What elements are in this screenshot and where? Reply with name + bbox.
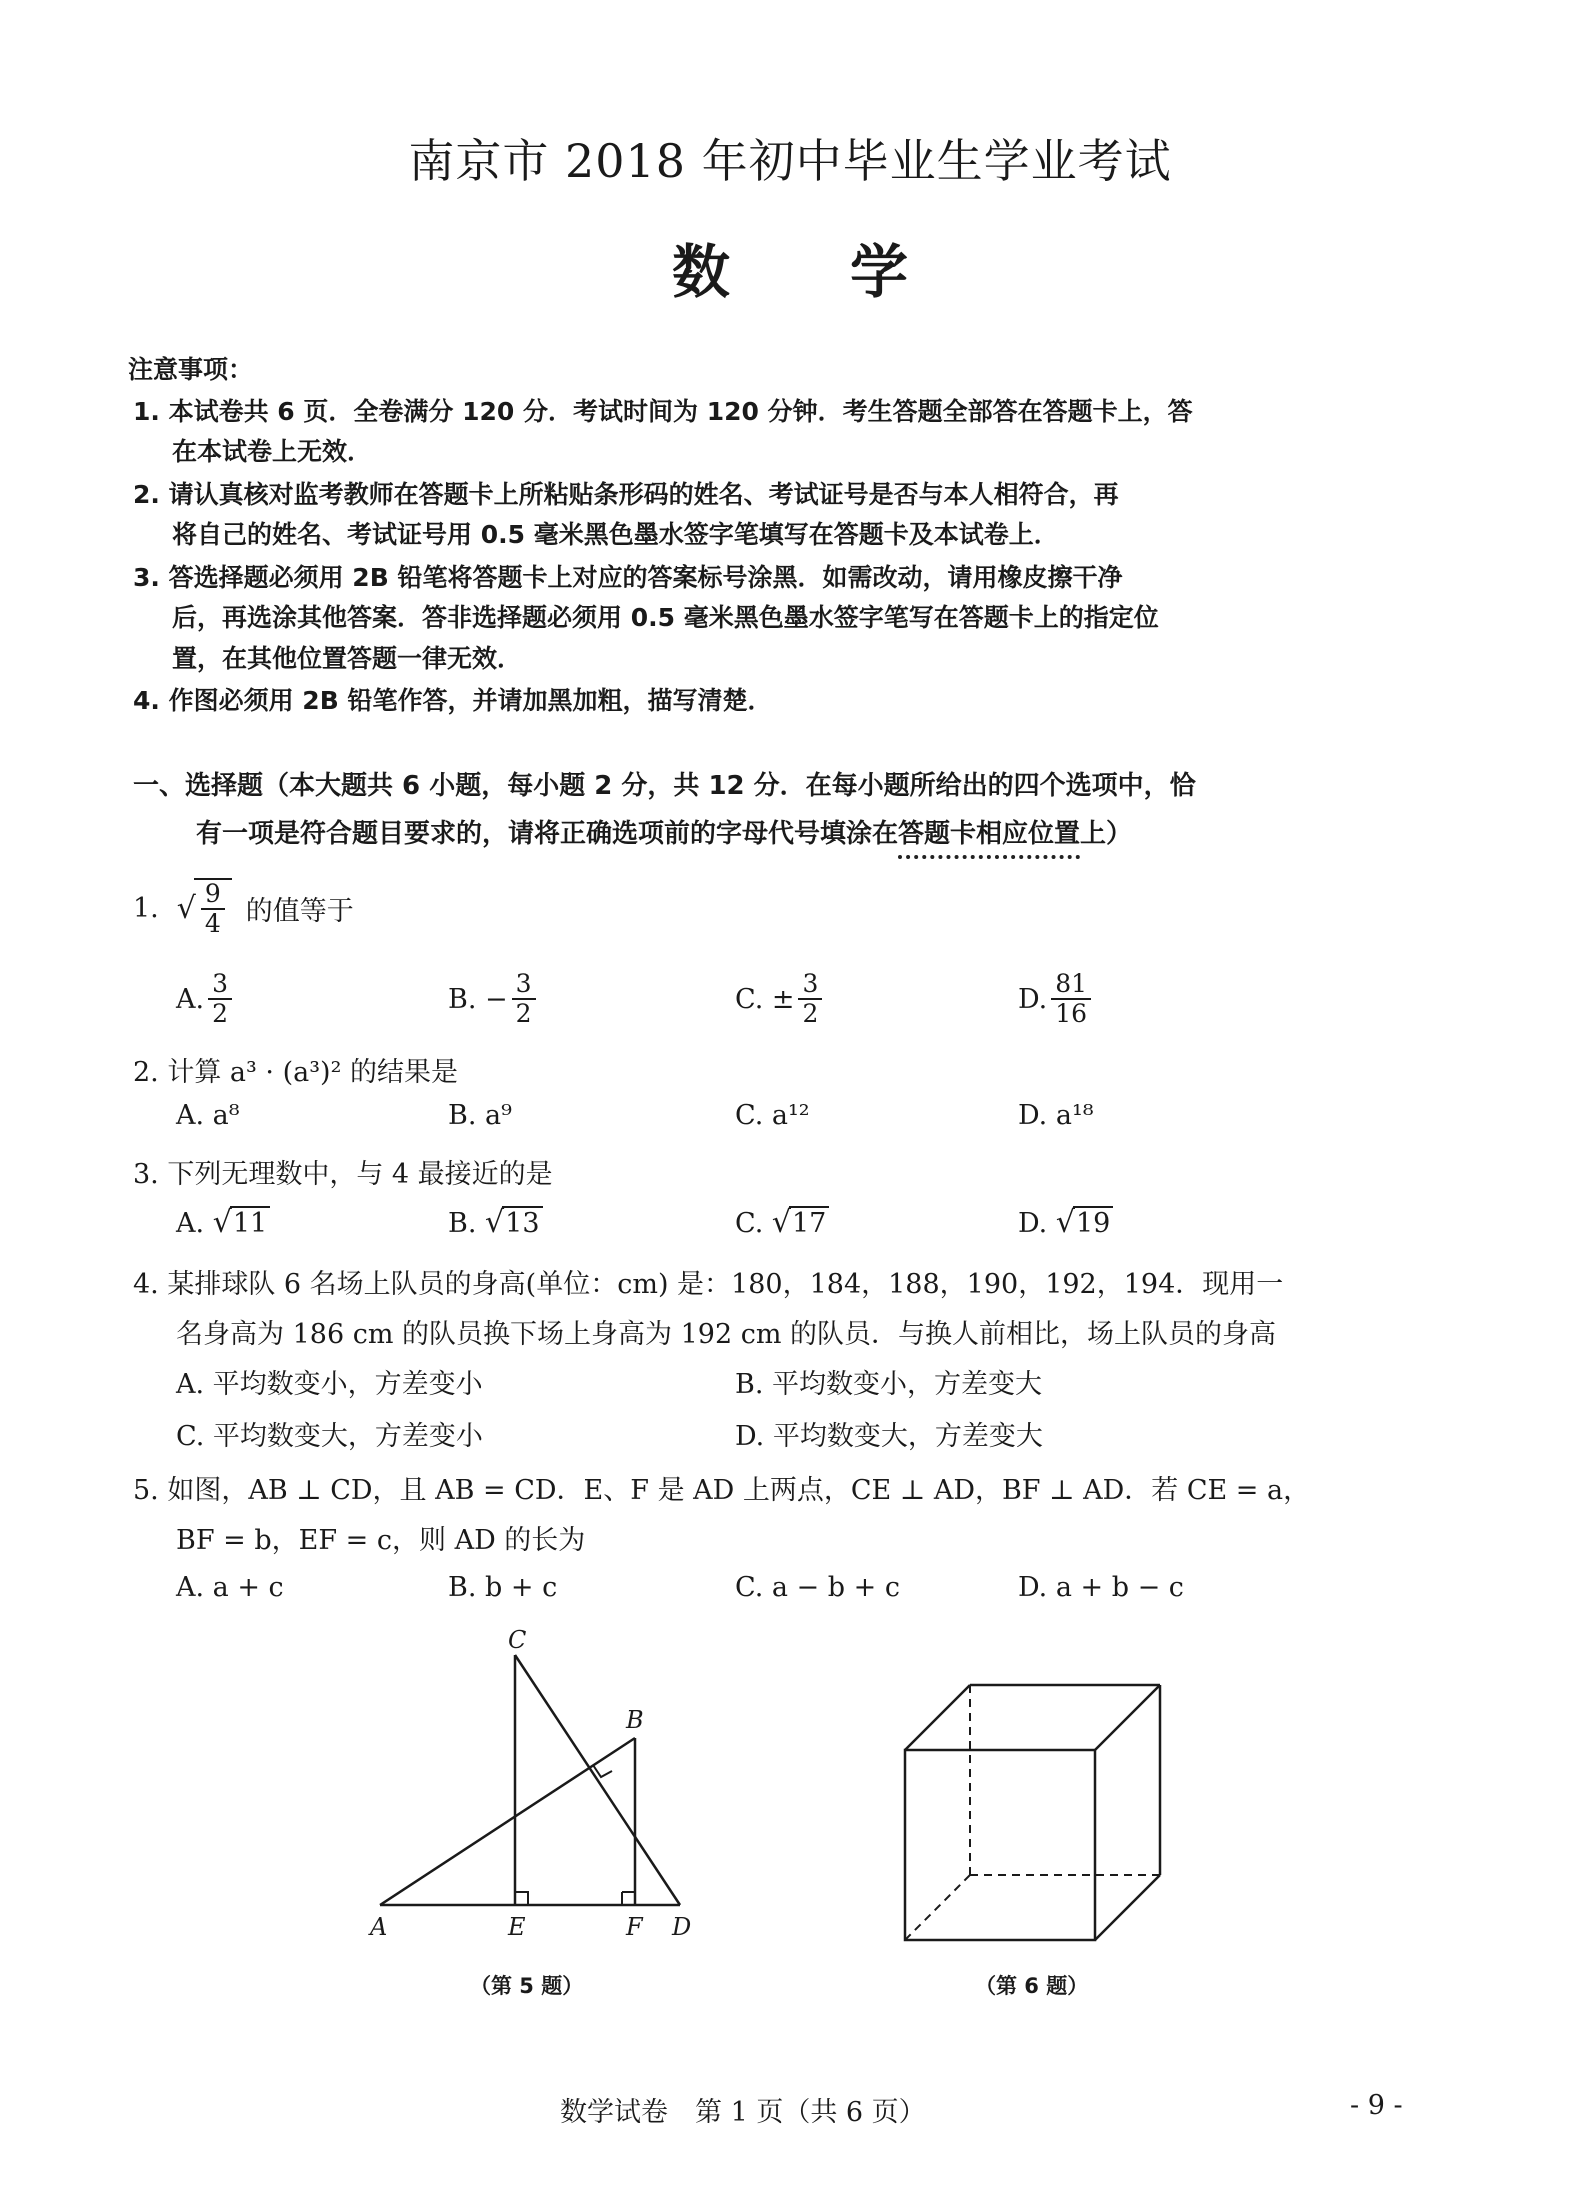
- page-footer: 数学试卷 第 1 页（共 6 页）: [560, 2097, 926, 2128]
- option-b: B. a⁹: [448, 1100, 512, 1131]
- label-e: E: [508, 1913, 526, 1941]
- numerator: 3: [798, 970, 822, 1000]
- option-c: C. a − b + c: [735, 1572, 900, 1603]
- question-number: 1.: [133, 892, 159, 924]
- option-label: C. ±: [735, 983, 795, 1015]
- option-d: D. a + b − c: [1018, 1572, 1184, 1603]
- option-label: B. −: [448, 983, 508, 1015]
- section-1-instructions: [196, 813, 1132, 850]
- label-d: D: [672, 1913, 692, 1941]
- note-line: 置，在其他位置答题一律无效．: [172, 644, 523, 673]
- exam-title: 南京市 2018 年初中毕业生学业考试: [408, 134, 1172, 188]
- note-line: 1. 本试卷共 6 页．全卷满分 120 分．考试时间为 120 分钟．考生答题全部答在答题卡上，答: [133, 397, 1193, 426]
- note-line: 4. 作图必须用 2B 铅笔作答，并请加黑加粗，描写清楚．: [133, 686, 773, 715]
- cube-hidden-edge: [905, 1875, 970, 1940]
- cube-edge: [1095, 1685, 1160, 1750]
- option-label: C.: [735, 1208, 764, 1239]
- question-5-continued: BF = b，EF = c，则 AD 的长为: [176, 1525, 586, 1556]
- sqrt-icon: √: [485, 1205, 505, 1240]
- option-a: A. 平均数变小，方差变小: [176, 1369, 483, 1400]
- label-f: F: [626, 1913, 643, 1941]
- subject-char-1: 数: [671, 238, 730, 306]
- option-b: B. b + c: [448, 1572, 558, 1603]
- option-label: D.: [1018, 1208, 1048, 1239]
- option-b: B. 平均数变小，方差变大: [735, 1369, 1043, 1400]
- segment-ab: [380, 1738, 635, 1905]
- numerator: 3: [208, 970, 232, 1000]
- option-a: A. a⁸: [176, 1100, 240, 1131]
- radicand: 19: [1073, 1206, 1113, 1239]
- option-c: [735, 1205, 829, 1240]
- fraction: [1051, 970, 1091, 1028]
- question-4: 4. 某排球队 6 名场上队员的身高(单位：cm) 是：180，184，188，190，192，194．现用一: [133, 1269, 1284, 1300]
- option-b: [448, 970, 540, 1028]
- option-a: A. a + c: [176, 1572, 284, 1603]
- fraction: [208, 970, 232, 1028]
- option-b: [448, 1205, 543, 1240]
- subject-char-2: 学: [850, 238, 909, 306]
- cube-edge: [1095, 1875, 1160, 1940]
- numerator: 9: [201, 880, 225, 910]
- radical: [194, 878, 232, 938]
- section-1-instruction-end: 上）: [1080, 819, 1133, 849]
- question-1: [133, 878, 354, 938]
- option-label: D.: [1018, 983, 1048, 1015]
- question-5: 5. 如图，AB ⊥ CD，且 AB = CD．E、F 是 AD 上两点，CE ⊥ AD，BF ⊥ AD．若 CE = a，: [133, 1475, 1311, 1506]
- option-a: [176, 1205, 270, 1240]
- sqrt-icon: √: [1055, 1205, 1075, 1240]
- right-angle-mark-e: [515, 1892, 528, 1905]
- option-d: [1018, 1205, 1113, 1240]
- note-line: 3. 答选择题必须用 2B 铅笔将答题卡上对应的答案标号涂黑．如需改动，请用橡皮擦干净: [133, 563, 1123, 592]
- question-2: 2. 计算 a³ · (a³)² 的结果是: [133, 1057, 458, 1088]
- sqrt-icon: √: [212, 1205, 232, 1240]
- figure-5: [360, 1620, 710, 1950]
- notes-heading: 注意事项：: [128, 355, 254, 384]
- cube-edge: [905, 1685, 970, 1750]
- label-c: C: [508, 1626, 527, 1654]
- sqrt-icon: √: [176, 890, 196, 926]
- label-b: B: [626, 1706, 644, 1734]
- emphasized-text: 答题卡相应位置: [898, 819, 1080, 859]
- figure-6-cube: [895, 1675, 1175, 1955]
- note-line: 2. 请认真核对监考教师在答题卡上所粘贴条形码的姓名、考试证号是否与本人相符合，再: [133, 480, 1119, 509]
- denominator: 2: [515, 999, 532, 1028]
- option-c: C. 平均数变大，方差变小: [176, 1421, 483, 1452]
- option-label: A.: [176, 1208, 205, 1239]
- note-line: 后，再选涂其他答案．答非选择题必须用 0.5 毫米黑色墨水签字笔写在答题卡上的指定位: [172, 603, 1159, 632]
- option-label: A.: [176, 983, 205, 1015]
- right-angle-mark-intersection: [593, 1765, 612, 1777]
- question-4-continued: 名身高为 186 cm 的队员换下场上身高为 192 cm 的队员．与换人前相比，场上队员的身高: [176, 1319, 1277, 1350]
- option-c: [735, 970, 826, 1028]
- denominator: 16: [1055, 999, 1088, 1028]
- option-a: [176, 970, 236, 1028]
- numerator: 81: [1051, 970, 1091, 1000]
- fraction: [512, 970, 536, 1028]
- section-1-instruction-text: 有一项是符合题目要求的，请将正确选项前的字母代号填涂在: [196, 819, 899, 849]
- question-text: 的值等于: [245, 895, 354, 927]
- section-1-heading: 一、选择题（本大题共 6 小题，每小题 2 分，共 12 分．在每小题所给出的四个选项中，恰: [133, 771, 1196, 801]
- denominator: 4: [204, 909, 221, 938]
- numerator: 3: [512, 970, 536, 1000]
- segment-cd: [515, 1655, 680, 1905]
- option-label: B.: [448, 1208, 477, 1239]
- note-line: 将自己的姓名、考试证号用 0.5 毫米黑色墨水签字笔填写在答题卡及本试卷上．: [172, 520, 1059, 549]
- option-d: [1018, 970, 1095, 1028]
- label-a: A: [370, 1913, 388, 1941]
- fraction: [798, 970, 822, 1028]
- denominator: 2: [802, 999, 819, 1028]
- note-line: 在本试卷上无效．: [172, 437, 373, 466]
- fraction: [201, 880, 225, 938]
- sqrt-icon: √: [771, 1205, 791, 1240]
- option-c: C. a¹²: [735, 1100, 810, 1131]
- question-3: 3. 下列无理数中，与 4 最接近的是: [133, 1159, 553, 1190]
- figure-6-caption: （第 6 题）: [975, 1974, 1089, 1998]
- radicand: 17: [789, 1206, 829, 1239]
- cube-front-face: [905, 1750, 1095, 1940]
- option-d: D. a¹⁸: [1018, 1100, 1094, 1131]
- denominator: 2: [212, 999, 228, 1028]
- figure-5-caption: （第 5 题）: [470, 1974, 584, 1998]
- subject-title: [0, 225, 1580, 309]
- radicand: 11: [230, 1206, 270, 1239]
- radicand: 13: [502, 1206, 542, 1239]
- page-number: - 9 -: [1350, 2090, 1403, 2121]
- option-d: D. 平均数变大，方差变大: [735, 1421, 1043, 1452]
